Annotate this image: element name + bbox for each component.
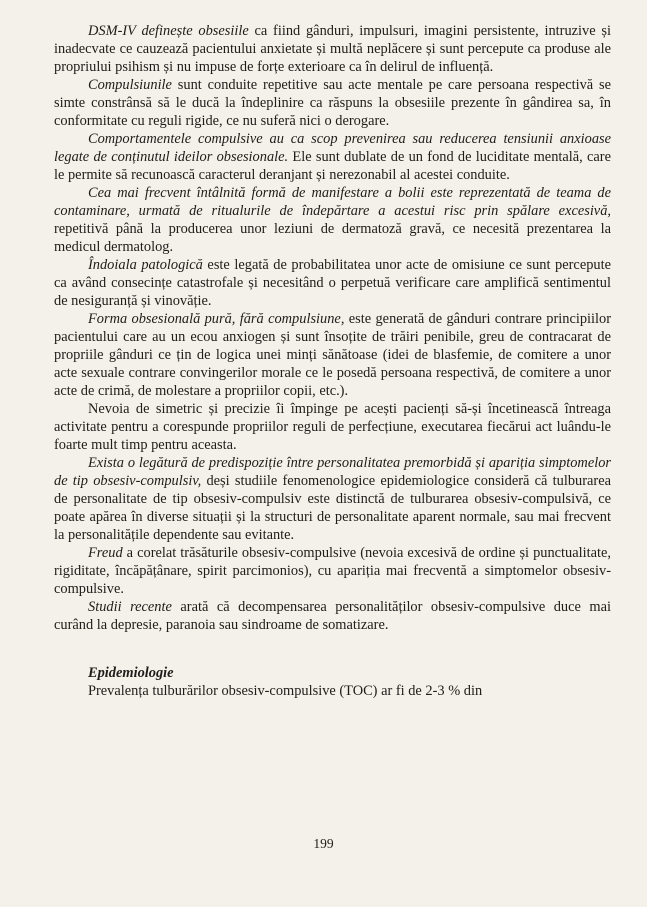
paragraph-text: ca fiind gânduri, impulsuri, imagini persistente, intruzive și inadecvate ce cauzează pacientului anxietate și multă neplăcere și sunt percepute ca produse ale propriului psihism și nu impuse de forțe exterioare ca în delirul de influență.	[54, 23, 611, 75]
paragraph-recent-studies	[54, 598, 611, 634]
paragraph-text: a corelat trăsăturile obsesiv-compulsive (nevoia excesivă de ordine și punctualitate, rigiditate, încăpățânare, spirit parcimonios), cu apariția mai frecventă a simptomelor obsesiv-compulsive.	[54, 545, 611, 597]
paragraph-pure-obsessional	[54, 310, 611, 400]
italic-lead: Îndoiala patologică	[88, 257, 203, 273]
paragraph-text: este generată de gânduri contrare principiilor pacientului care au un ecou anxiogen și sunt însoțite de trăiri penibile, greu de contracarat de propriile gânduri ce țin de logica unei minți sănătoase (idei de blasfemie, de comitere a unor acte sexuale contrare convingerilor morale ce le posedă persoana respectivă, de comitere a unor acte de crimă, de molestare a propriilor copii, etc.).	[54, 311, 612, 399]
paragraph-prevalence: Prevalența tulburărilor obsesiv-compulsive (TOC) ar fi de 2-3 % din	[88, 683, 483, 699]
paragraph-text: este legată de probabilitatea unor acte de omisiune ce sunt percepute ca având consecințe catastrofale și necesitând o perpetuă verificare care amplifică sentimentul de nesiguranță și vinovăție.	[54, 257, 611, 309]
paragraph-freud	[54, 544, 611, 598]
paragraph-compulsive-behaviours	[54, 130, 611, 184]
paragraph-contamination	[54, 184, 611, 256]
italic-lead: Exista o legătură de predispoziție între personalitatea premorbidă și apariția simptomelor de tip obsesiv-compulsiv,	[54, 455, 611, 489]
paragraph-premorbid-personality	[54, 454, 611, 544]
paragraph-text: Nevoia de simetric și precizie îi împinge pe acești pacienți să-și încetinească întreaga activitate pentru a corespunde propriilor reguli de perfecțiune, executarea fiecărui act luându-le foarte mult timp pentru aceasta.	[54, 401, 611, 453]
paragraph-text: arată că decompensarea personalităților obsesiv-compulsive duce mai curând la depresie, paranoia sau sindroame de somatizare.	[54, 599, 611, 633]
italic-lead: Compulsiunile	[88, 77, 172, 93]
italic-lead: Forma obsesională pură, fără compulsiune,	[88, 311, 345, 327]
italic-lead: Cea mai frecvent întâlnită formă de manifestare a bolii este reprezentată de teama de contaminare, urmată de ritualurile de îndepărtare a acestui risc prin spălare excesivă,	[54, 185, 611, 219]
italic-lead: DSM-IV definește obsesiile	[88, 23, 249, 39]
italic-lead: Freud	[88, 545, 123, 561]
italic-lead: Studii recente	[88, 599, 172, 615]
italic-lead: Comportamentele compulsive au ca scop prevenirea sau reducerea tensiunii anxioase legate de conținutul ideilor obsesionale.	[54, 131, 611, 165]
section-heading: Epidemiologie	[88, 665, 174, 681]
body-text	[54, 22, 611, 634]
paragraph-dsm-definition	[54, 22, 611, 76]
paragraph-pathological-doubt	[54, 256, 611, 310]
paragraph-text: deși studiile fenomenologice epidemiologice consideră că tulburarea de personalitate de tip obsesiv-compulsiv este distinctă de tulburarea obsesiv-compulsivă, ce poate apărea în diverse situații și la structuri de personalitate aparent normale, sau mai frecvent la personalitățile dependente sau evitante.	[54, 473, 611, 543]
page-number: 199	[313, 836, 334, 851]
paragraph-text: repetitivă până la producerea unor leziuni de dermatoză gravă, ce necesită prezentarea la medicul dermatolog.	[54, 221, 611, 255]
paragraph-text: Ele sunt dublate de un fond de luciditate mentală, care le permite să recunoască caracterul deranjant și nerezonabil al acestei conduite.	[54, 149, 611, 183]
paragraph-symmetry	[54, 400, 611, 454]
paragraph-text: sunt conduite repetitive sau acte mentale pe care persoana respectivă se simte constrânsă să le ducă la îndeplinire ca răspuns la obsesiile prezente în gândirea sa, în conformitate cu reguli rigide, ce nu suferă nici o derogare.	[54, 77, 611, 129]
paragraph-compulsions	[54, 76, 611, 130]
